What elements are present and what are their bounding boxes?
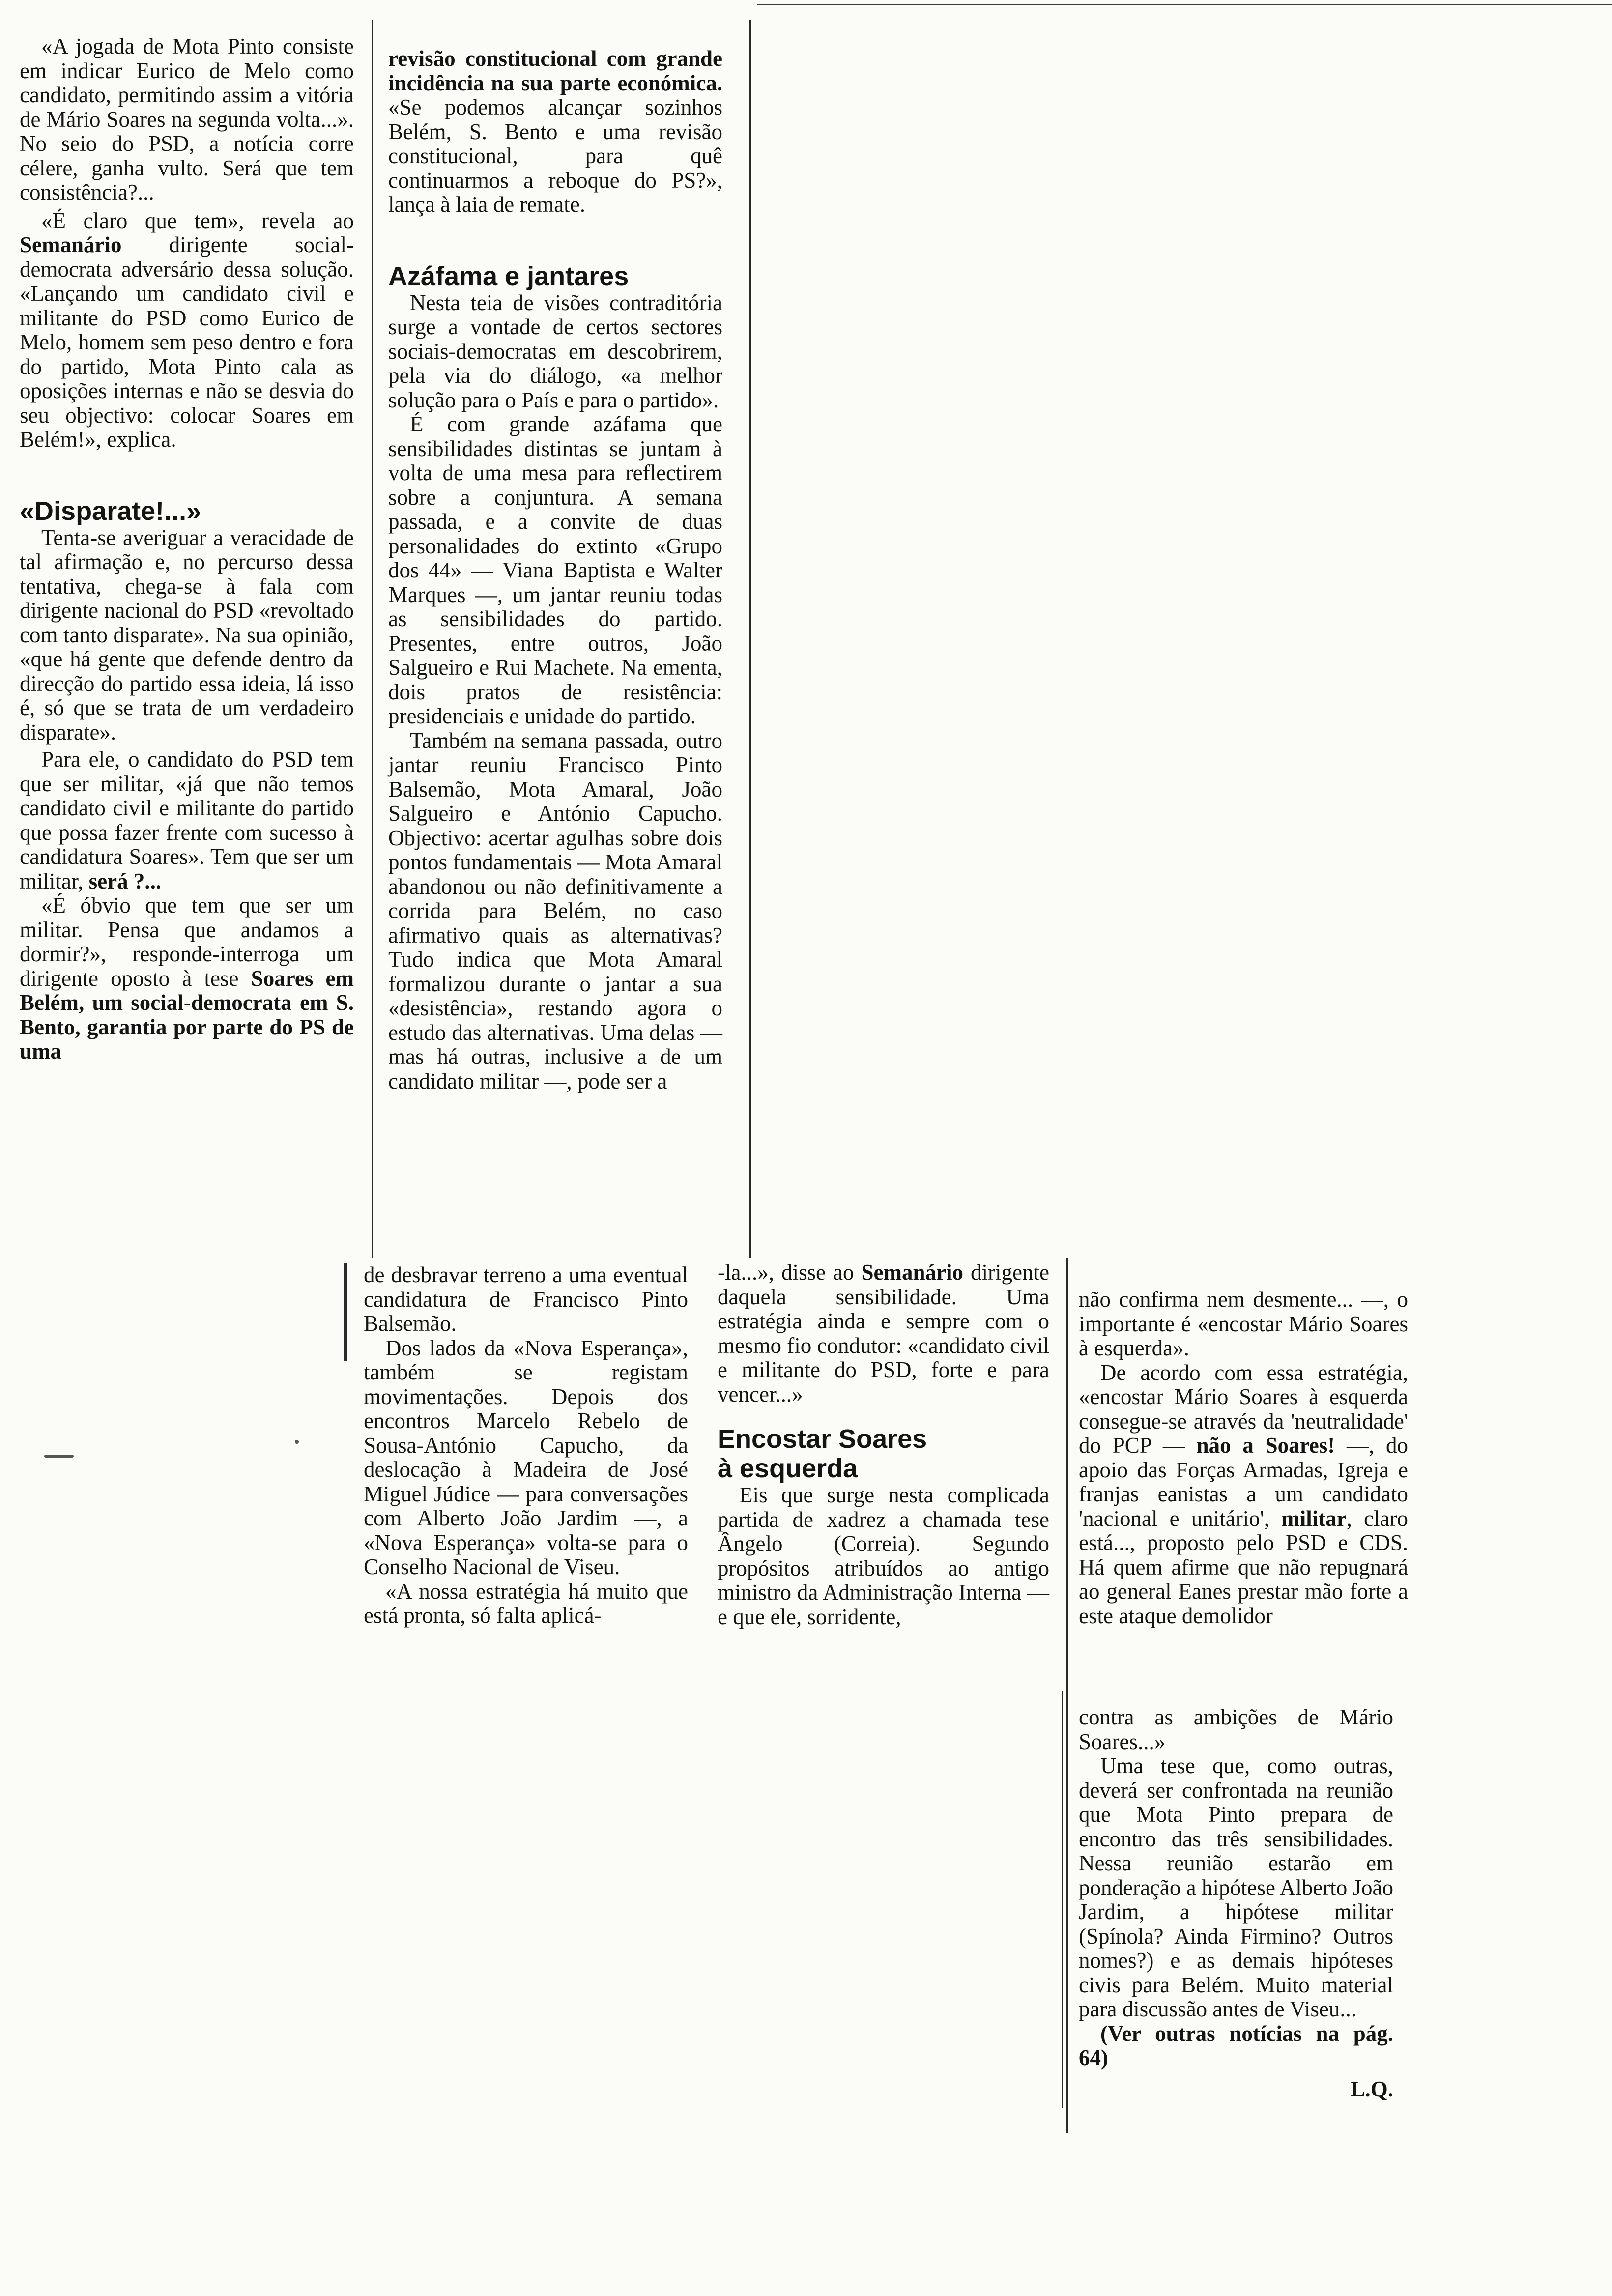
section-heading: «Disparate!...» <box>20 496 202 526</box>
paragraph: contra as ambições de Mário Soares...» <box>1079 1705 1393 1754</box>
article-column-4 <box>718 1261 1049 1629</box>
paragraph: Eis que surge nesta complicada partida de xadrez a chamada tese Ângelo (Correia). Segundo propósitos atribuídos ao antigo ministro da Administração Interna — e que ele, sorridente, <box>718 1483 1049 1629</box>
paragraph: revisão constitucional com grande incidência na sua parte económica. «Se podemos alcançar sozinhos Belém, S. Bento e uma revisão constitucional, para quê continuarmos a reboque do PS?», lança à laia de remate. <box>388 46 722 217</box>
paragraph: Para ele, o candidato do PSD tem que ser militar, «já que não temos candidato civil e militante do partido que possa fazer frente com sucesso à candidatura Soares». Tem que ser um militar, será ?... <box>20 747 354 893</box>
scan-mark <box>295 1440 299 1444</box>
paragraph: «A nossa estratégia há muito que está pronta, só falta aplicá- <box>364 1578 688 1628</box>
paragraph: Também na semana passada, outro jantar reuniu Francisco Pinto Balsemão, Mota Amaral, João Salgueiro e António Capucho. Objectivo: acertar agulhas sobre dois pontos fundamentais — Mota Amaral abandonou ou não definitivamente a corrida para Belém, no caso afirmativo quais as alternativas? Tudo indica que Mota Amaral formalizou durante o jantar a sua «desistência», restando agora o estudo das alternativas. Uma delas — mas há outras, inclusive a de um candidato militar —, pode ser a <box>388 728 722 1093</box>
paragraph: não confirma nem desmente... —, o importante é «encostar Mário Soares à esquerda». <box>1079 1287 1408 1360</box>
article-column-5 <box>1079 1288 1408 1628</box>
column-rule-2 <box>749 20 751 1258</box>
paragraph: -la...», disse ao Semanário dirigente daquela sensibilidade. Uma estratégia ainda e sempre com o mesmo fio condutor: «candidato civil e militante do PSD, forte e para vencer...» <box>718 1260 1049 1406</box>
paragraph: de desbravar terreno a uma eventual candidatura de Francisco Pinto Balsemão. <box>364 1263 688 1336</box>
scan-mark <box>44 1455 74 1458</box>
column-rule-3 <box>1066 1258 1068 2133</box>
paragraph: «É óbvio que tem que ser um militar. Pensa que andamos a dormir?», responde-interroga um dirigente oposto à tese Soares em Belém, um social-democrata em S. Bento, garantia por parte do PS de uma <box>20 893 354 1063</box>
paragraph: Uma tese que, como outras, deverá ser confrontada na reunião que Mota Pinto prepara de encontro das três sensibilidades. Nessa reunião estarão em ponderação a hipótese Alberto João Jardim, a hipótese militar (Spínola? Ainda Firmino? Outros nomes?) e as demais hipóteses civis para Belém. Muito material para discussão antes de Viseu... <box>1079 1753 1393 2021</box>
paragraph: Tenta-se averiguar a veracidade de tal afirmação e, no percurso dessa tentativa, chega-se à fala com dirigente nacional do PSD «revoltado com tanto disparate». Na sua opinião, «que há gente que defende dentro da direcção do partido essa ideia, lá isso é, só que se trata de um verdadeiro disparate». <box>20 525 354 745</box>
column-rule-5 <box>344 1263 347 1361</box>
paragraph: De acordo com essa estratégia, «encostar Mário Soares à esquerda consegue-se através da 'neutralidade' do PCP — não a Soares! —, do apoio das Forças Armadas, Igreja e franjas eanistas a um candidato 'nacional e unitário', militar, claro está..., proposto pelo PSD e CDS. Há quem afirme que não repugnará ao general Eanes prestar mão forte a este ataque demolidor <box>1079 1360 1409 1628</box>
paragraph: «A jogada de Mota Pinto consiste em indicar Eurico de Melo como candidato, permitindo assim a vitória de Mário Soares na segunda volta...». No seio do PSD, a notícia corre célere, ganha vulto. Será que tem consistência?... <box>20 34 354 204</box>
column-rule-4 <box>1062 1691 1063 2108</box>
author-signature: L.Q. <box>1350 2076 1393 2101</box>
article-column-6 <box>1079 1705 1393 2101</box>
section-heading: Azáfama e jantares <box>388 261 629 291</box>
paragraph: «É claro que tem», revela ao Semanário dirigente social-democrata adversário dessa solução. «Lançando um candidato civil e militante do PSD como Eurico de Melo, homem sem peso dentro e fora do partido, Mota Pinto cala as oposições internas e não se desvia do seu objectivo: colocar Soares em Belém!», explica. <box>20 208 354 452</box>
article-column-1 <box>20 34 354 1064</box>
column-rule-1 <box>372 20 373 1258</box>
top-rule <box>757 4 1612 5</box>
article-column-3 <box>364 1263 688 1628</box>
article-column-2 <box>388 47 722 1093</box>
paragraph: É com grande azáfama que sensibilidades distintas se juntam à volta de uma mesa para reflectirem sobre a conjuntura. A semana passada, e a convite de duas personalidades do extinto «Grupo dos 44» — Viana Baptista e Walter Marques —, um jantar reuniu todas as sensibilidades do partido. Presentes, entre outros, João Salgueiro e Rui Machete. Na ementa, dois pratos de resistência: presidenciais e unidade do partido. <box>388 412 722 728</box>
paragraph: Nesta teia de visões contraditória surge a vontade de certos sectores sociais-democratas em descobrirem, pela via do diálogo, «a melhor solução para o País e para o partido». <box>388 290 722 412</box>
section-heading: Encostar Soares à esquerda <box>718 1424 927 1483</box>
paragraph: Dos lados da «Nova Esperança», também se registam movimentações. Depois dos encontros Marcelo Rebelo de Sousa-António Capucho, da deslocação à Madeira de José Miguel Júdice — para conversações com Alberto João Jardim —, a «Nova Esperança» volta-se para o Conselho Nacional de Viseu. <box>364 1335 688 1579</box>
page-reference: (Ver outras notícias na pág. 64) <box>1079 2021 1393 2070</box>
